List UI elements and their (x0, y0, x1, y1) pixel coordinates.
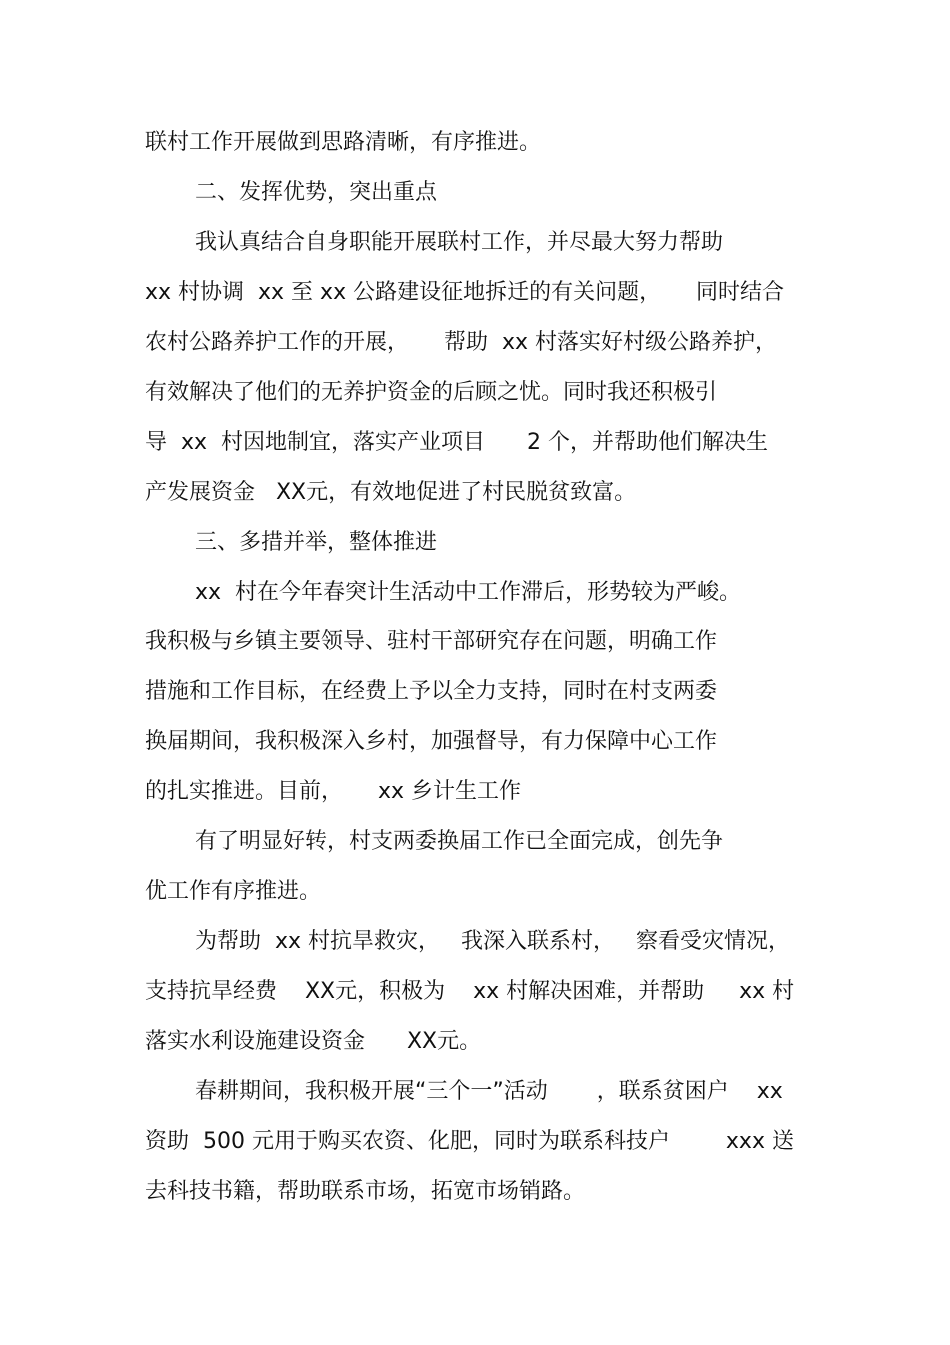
text-line: 产发展资金 XX元，有效地促进了村民脱贫致富。 (145, 480, 637, 505)
section-heading: 三、多措并举，整体推进 (195, 530, 438, 555)
text-line: 我积极与乡镇主要领导、驻村干部研究存在问题，明确工作 (145, 629, 718, 654)
text-line: xx 村在今年春突计生活动中工作滞后，形势较为严峻。 (195, 580, 742, 605)
text-line: 落实水利设施建设资金 XX元。 (145, 1029, 482, 1054)
section-heading: 二、发挥优势，突出重点 (195, 180, 438, 205)
text-line: 我认真结合自身职能开展联村工作，并尽最大努力帮助 (195, 230, 724, 255)
text-line: 有了明显好转，村支两委换届工作已全面完成，创先争 (195, 829, 724, 854)
text-line: 为帮助 xx 村抗旱救灾， 我深入联系村， 察看受灾情况， (195, 929, 790, 954)
text-line: 有效解决了他们的无养护资金的后顾之忧。同时我还积极引 (145, 380, 718, 405)
text-line: 导 xx 村因地制宜，落实产业项目 2 个，并帮助他们解决生 (145, 430, 768, 455)
text-line: 的扎实推进。目前， xx 乡计生工作 (145, 779, 521, 804)
text-line: xx 村协调 xx 至 xx 公路建设征地拆迁的有关问题， 同时结合 (145, 280, 785, 305)
text-line: 资助 500 元用于购买农资、化肥，同时为联系科技户 xxx 送 (145, 1129, 794, 1154)
text-line: 换届期间，我积极深入乡村，加强督导，有力保障中心工作 (145, 729, 718, 754)
text-line: 措施和工作目标，在经费上予以全力支持，同时在村支两委 (145, 679, 718, 704)
text-line: 支持抗旱经费 XX元，积极为 xx 村解决困难，并帮助 xx 村 (145, 979, 795, 1004)
text-line: 春耕期间，我积极开展“三个一”活动 ，联系贫困户 xx (195, 1079, 783, 1104)
text-line: 联村工作开展做到思路清晰，有序推进。 (145, 130, 542, 155)
text-line: 去科技书籍，帮助联系市场，拓宽市场销路。 (145, 1179, 586, 1204)
text-line: 优工作有序推进。 (145, 879, 322, 904)
text-line: 农村公路养护工作的开展， 帮助 xx 村落实好村级公路养护， (145, 330, 777, 355)
